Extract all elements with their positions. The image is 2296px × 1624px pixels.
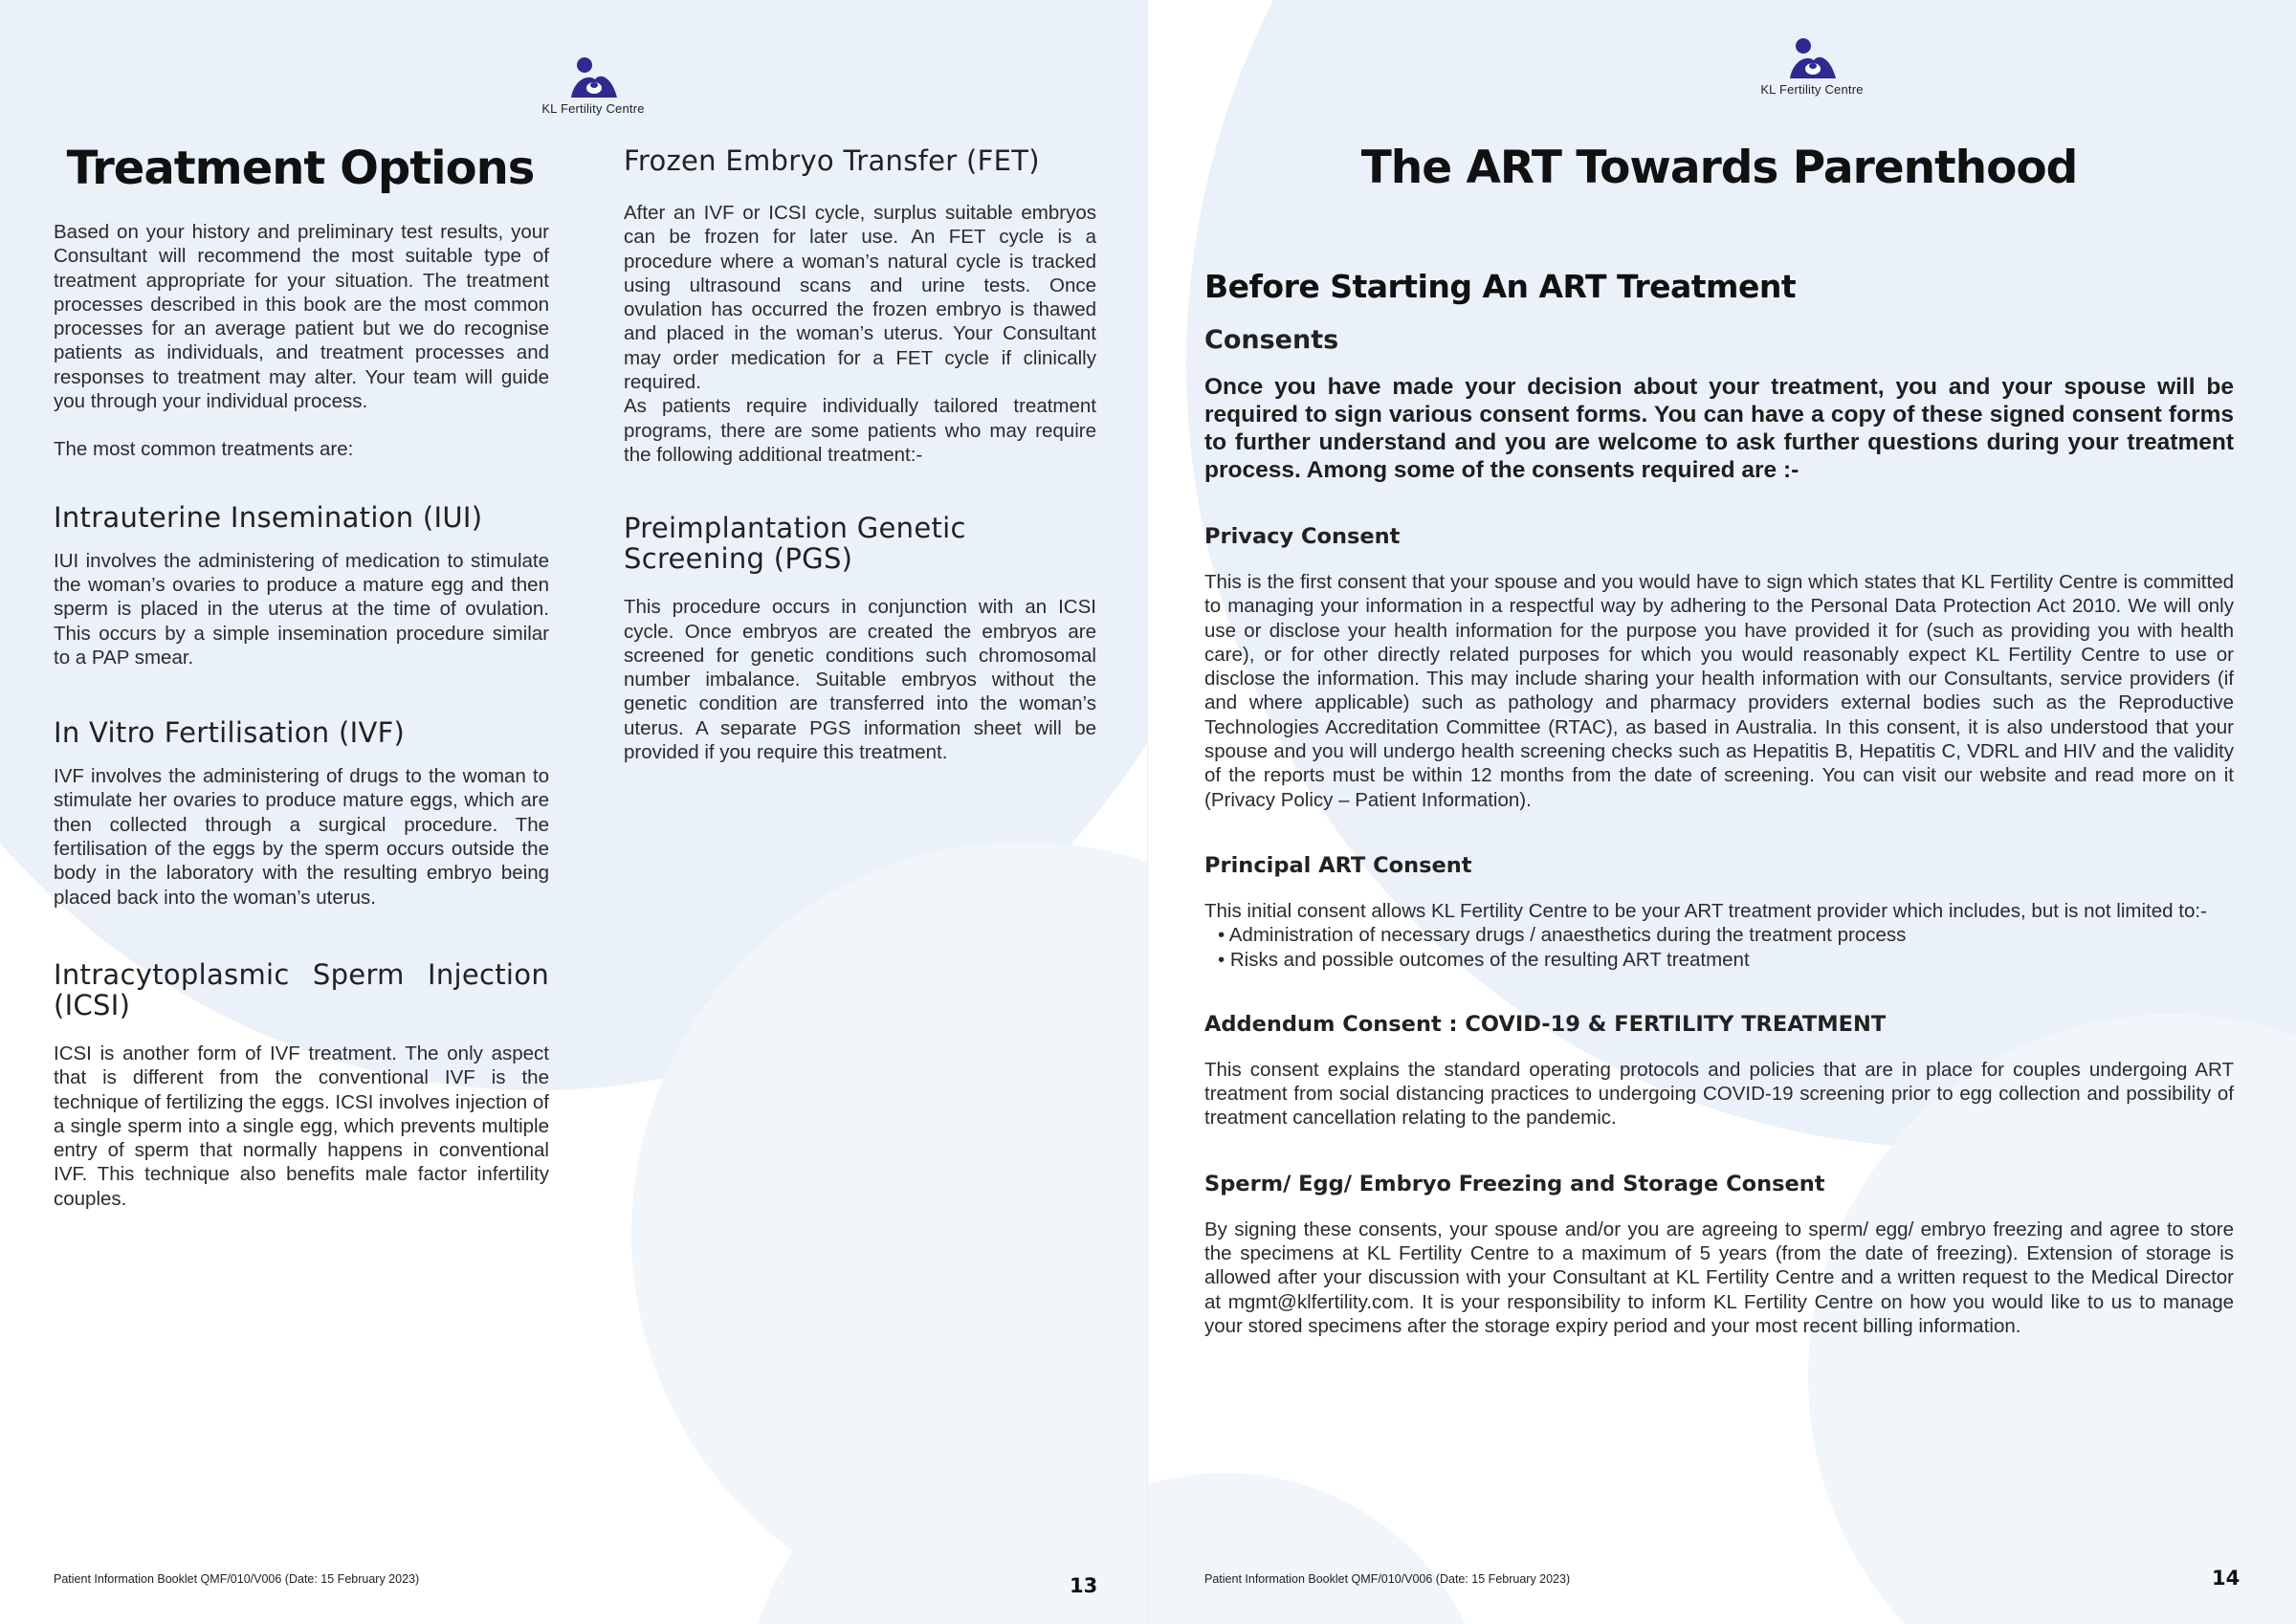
intro-paragraph: Based on your history and preliminary test results, your Consultant will recommend the most suitable type of treatment appropriate for your situation. The treatment processes described in this book are the most common processes for an average patient but we do recognise patients as individuals, and treatment processes and responses to treatment may alter. Your team will guide you through your individual process. bbox=[54, 221, 549, 413]
consents-heading: Consents bbox=[1204, 325, 1339, 355]
principal-consent-paragraph: This initial consent allows KL Fertility Centre to be your ART treatment provider which includes, but is not limited to:- bbox=[1204, 899, 2207, 922]
logo-text: KL Fertility Centre bbox=[541, 101, 645, 116]
privacy-consent-paragraph: This is the first consent that your spouse and you would have to sign which states that KL Fertility Centre is committed to managing your information in a respectful way by adhering to the Personal Data Protection Act 2010. We will only use or disclose your health information for the purpose you have provided it for (such as providing you with health care), or for other directly related purposes for which you would reasonably expect KL Fertility Centre to use or disclose the information. This may include sharing your health information with our Consultants, service providers (if and where applicable) such as pathology and pharmacy providers external bodies such as the Reproductive Technologies Accreditation Committee (RTAC), as based in Australia. In this consent, it is also understood that your spouse and you will undergo health screening checks such as Hepatitis B, Hepatitis C, VDRL and HIV and the validity of the reports must be within 12 months from the date of screening. You can visit our website and read more on it (Privacy Policy – Patient Information). bbox=[1204, 571, 2234, 811]
addendum-consent-paragraph: This consent explains the standard operating protocols and policies that are in place for couples undergoing ART treatment from social distancing practices to undergoing COVID-19 screening prior to egg collection and possibility of treatment cancellation relating to the pandemic. bbox=[1204, 1058, 2234, 1130]
icsi-heading: Intracytoplasmic Sperm Injection (ICSI) bbox=[54, 957, 549, 1021]
footer-text: Patient Information Booklet QMF/010/V006 (Date: 15 February 2023) bbox=[54, 1572, 420, 1586]
logo bbox=[517, 54, 670, 116]
pgs-heading: Preimplantation Genetic Screening (PGS) bbox=[624, 512, 966, 576]
additional-treatment-paragraph: As patients require individually tailored treatment programs, there are some patients who may require the following additional treatment:- bbox=[624, 395, 1096, 466]
right-page bbox=[1148, 0, 2296, 1624]
page-number: 14 bbox=[2212, 1567, 2241, 1590]
consents-intro: Once you have made your decision about your treatment, you and your spouse will be required to sign various consent forms. You can have a copy of these signed consent forms to further understand and you are welcome to ask further questions during your treatment process. Among some of the consents required are :- bbox=[1204, 374, 2234, 483]
logo-text: KL Fertility Centre bbox=[1760, 82, 1864, 97]
right-column bbox=[624, 145, 1096, 764]
iui-paragraph: IUI involves the administering of medication to stimulate the woman’s ovaries to produce a mature egg and then sperm is placed in the uterus at the time of ovulation. This occurs by a simple insemination procedure similar to a PAP smear. bbox=[54, 549, 549, 669]
left-column bbox=[54, 220, 549, 1211]
ivf-paragraph: IVF involves the administering of drugs to the woman to stimulate her ovaries to produce mature eggs, which are then collected through a surgical procedure. The fertilisation of the eggs by the sperm occurs outside the body in the laboratory with the resulting embryo being placed back into the woman’s uterus. bbox=[54, 765, 549, 909]
privacy-consent-heading: Privacy Consent bbox=[1204, 524, 1401, 549]
background-circle bbox=[1148, 1473, 1492, 1624]
iui-heading: Intrauterine Insemination (IUI) bbox=[54, 500, 483, 534]
common-treatments-label: The most common treatments are: bbox=[54, 438, 354, 461]
fet-heading: Frozen Embryo Transfer (FET) bbox=[624, 144, 1040, 177]
section-heading: Before Starting An ART Treatment bbox=[1204, 268, 1797, 305]
logo-mark-icon bbox=[1783, 34, 1841, 80]
logo bbox=[1735, 34, 1888, 97]
addendum-consent-heading: Addendum Consent : COVID-19 & FERTILITY TREATMENT bbox=[1204, 1011, 1887, 1037]
page-title: Treatment Options bbox=[66, 142, 535, 195]
storage-consent-heading: Sperm/ Egg/ Embryo Freezing and Storage Consent bbox=[1204, 1171, 1825, 1196]
fet-paragraph: After an IVF or ICSI cycle, surplus suitable embryos can be frozen for later use. An FET cycle is a procedure where a woman’s natural cycle is tracked using ultrasound scans and urine tests. Once ovulation has occurred the frozen embryo is thawed and placed in the woman’s uterus. Your Consultant may order medication for a FET cycle if clinically required. bbox=[624, 202, 1096, 394]
icsi-paragraph: ICSI is another form of IVF treatment. The only aspect that is different from the conventional IVF is the technique of fertilizing the eggs. ICSI involves injection of a single sperm into a single egg, which prevents multiple entry of sperm that normally happens in conventional IVF. This technique also benefits male factor infertility couples. bbox=[54, 1042, 549, 1210]
footer-text: Patient Information Booklet QMF/010/V006 (Date: 15 February 2023) bbox=[1204, 1572, 1571, 1586]
page-number: 13 bbox=[1070, 1574, 1098, 1597]
page-title: The ART Towards Parenthood bbox=[1360, 142, 2078, 194]
principal-consent-heading: Principal ART Consent bbox=[1204, 852, 1472, 878]
logo-mark-icon bbox=[564, 54, 622, 99]
ivf-heading: In Vitro Fertilisation (IVF) bbox=[54, 716, 406, 750]
right-page-content bbox=[1204, 268, 2234, 1338]
storage-consent-paragraph: By signing these consents, your spouse and/or you are agreeing to sperm/ egg/ embryo freezing and agree to store the specimens at KL Fertility Centre to a maximum of 5 years (from the date of freezing). Extension of storage is allowed after your discussion with your Consultant at KL Fertility Centre and a written request to the Medical Director at mgmt@klfertility.com. It is your responsibility to inform KL Fertility Centre on how you would like to us to manage your stored specimens after the storage expiry period and your most recent billing information. bbox=[1204, 1218, 2234, 1337]
list-item: • Risks and possible outcomes of the resulting ART treatment bbox=[1218, 948, 1750, 971]
pgs-paragraph: This procedure occurs in conjunction with an ICSI cycle. Once embryos are created the embryos are screened for genetic conditions such chromosomal number imbalance. Suitable embryos without the genetic condition are transferred into the woman’s uterus. A separate PGS information sheet will be provided if you require this treatment. bbox=[624, 596, 1096, 764]
list-item: • Administration of necessary drugs / anaesthetics during the treatment process bbox=[1218, 924, 1907, 947]
